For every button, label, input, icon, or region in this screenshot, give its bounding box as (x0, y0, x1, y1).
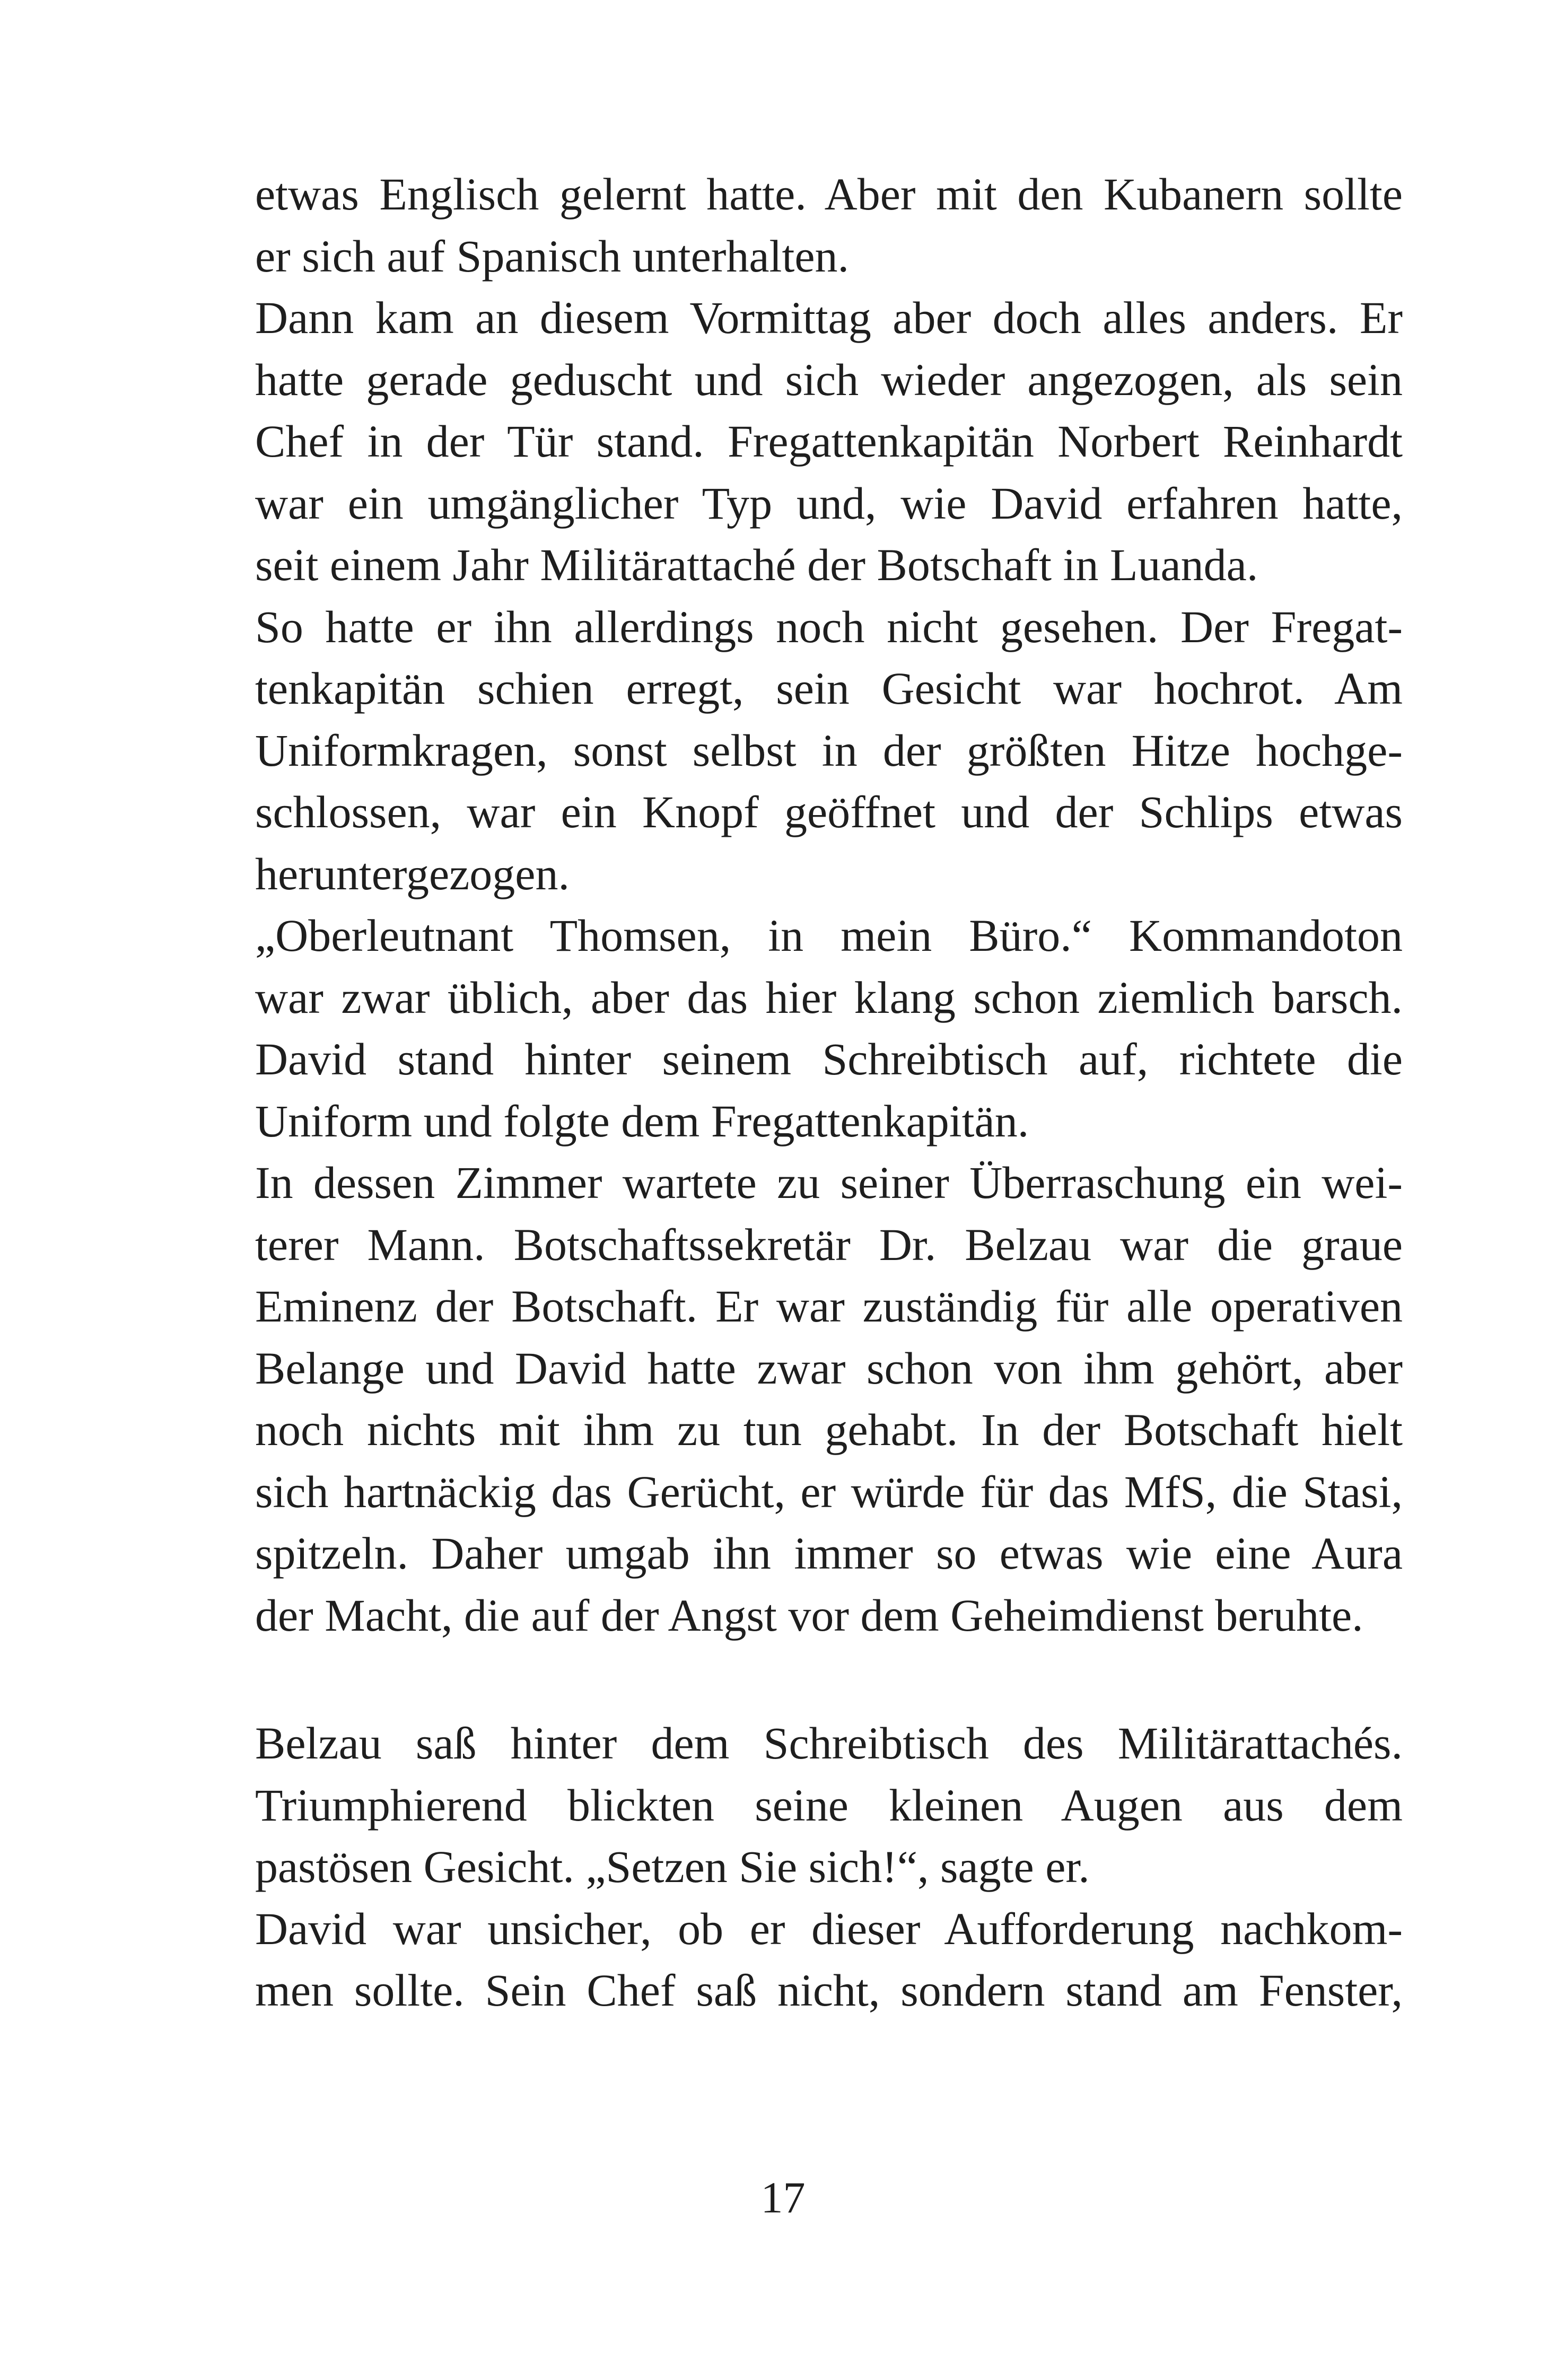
text-line: Triumphierend blickten seine kleinen Augen aus dem (255, 1779, 1403, 1831)
text-line: war zwar üblich, aber das hier klang schon ziemlich barsch. (255, 972, 1403, 1023)
paragraph-block-2 (255, 1712, 1403, 2022)
text-line: spitzeln. Daher umgab ihn immer so etwas wie eine Aura (255, 1528, 1403, 1579)
text-line: Chef in der Tür stand. Fregattenkapitän Norbert Reinhardt (255, 416, 1403, 467)
text-line: David war unsicher, ob er dieser Aufforderung nachkom- (255, 1903, 1403, 1954)
page-number: 17 (760, 2173, 806, 2222)
text-line: terer Mann. Botschaftssekretär Dr. Belzau war die graue (255, 1219, 1403, 1270)
text-line: heruntergezogen. (255, 848, 570, 899)
text-line: Uniformkragen, sonst selbst in der größten Hitze hochge- (255, 724, 1403, 776)
text-line: etwas Englisch gelernt hatte. Aber mit den Kubanern sollte (255, 169, 1403, 220)
text-line: Belange und David hatte zwar schon von ihm gehört, aber (255, 1342, 1403, 1394)
text-line: David stand hinter seinem Schreibtisch auf, richtete die (255, 1034, 1403, 1084)
text-line: sich hartnäckig das Gerücht, er würde für das MfS, die Stasi, (255, 1466, 1403, 1517)
text-line: Dann kam an diesem Vormittag aber doch alles anders. Er (255, 292, 1403, 343)
text-line: Belzau saß hinter dem Schreibtisch des Militärattachés. (255, 1718, 1403, 1769)
text-line: Eminenz der Botschaft. Er war zuständig für alle operativen (255, 1281, 1403, 1332)
text-line: So hatte er ihn allerdings noch nicht gesehen. Der Fregat- (255, 601, 1403, 652)
text-line: schlossen, war ein Knopf geöffnet und der Schlips etwas (255, 786, 1403, 837)
text-line: In dessen Zimmer wartete zu seiner Überraschung ein wei- (255, 1157, 1403, 1208)
text-line: tenkapitän schien erregt, sein Gesicht war hochrot. Am (255, 663, 1403, 714)
text-line: „Oberleutnant Thomsen, in mein Büro.“ Kommandoton (255, 910, 1403, 961)
text-line: er sich auf Spanisch unterhalten. (255, 230, 850, 282)
text-line: war ein umgänglicher Typ und, wie David erfahren hatte, (255, 477, 1403, 529)
text-line: Uniform und folgte dem Fregattenkapitän. (255, 1095, 1029, 1147)
text-line: hatte gerade geduscht und sich wieder angezogen, als sein (255, 354, 1403, 405)
text-line: seit einem Jahr Militärattaché der Botschaft in Luanda. (255, 539, 1258, 590)
text-line: men sollte. Sein Chef saß nicht, sondern stand am Fenster, (255, 1965, 1403, 2016)
text-line: pastösen Gesicht. „Setzen Sie sich!“, sagte er. (255, 1841, 1090, 1892)
text-line: der Macht, die auf der Angst vor dem Geheimdienst beruhte. (255, 1589, 1363, 1641)
text-line: noch nichts mit ihm zu tun gehabt. In der Botschaft hielt (255, 1404, 1403, 1455)
paragraph-block-1 (255, 163, 1403, 1646)
